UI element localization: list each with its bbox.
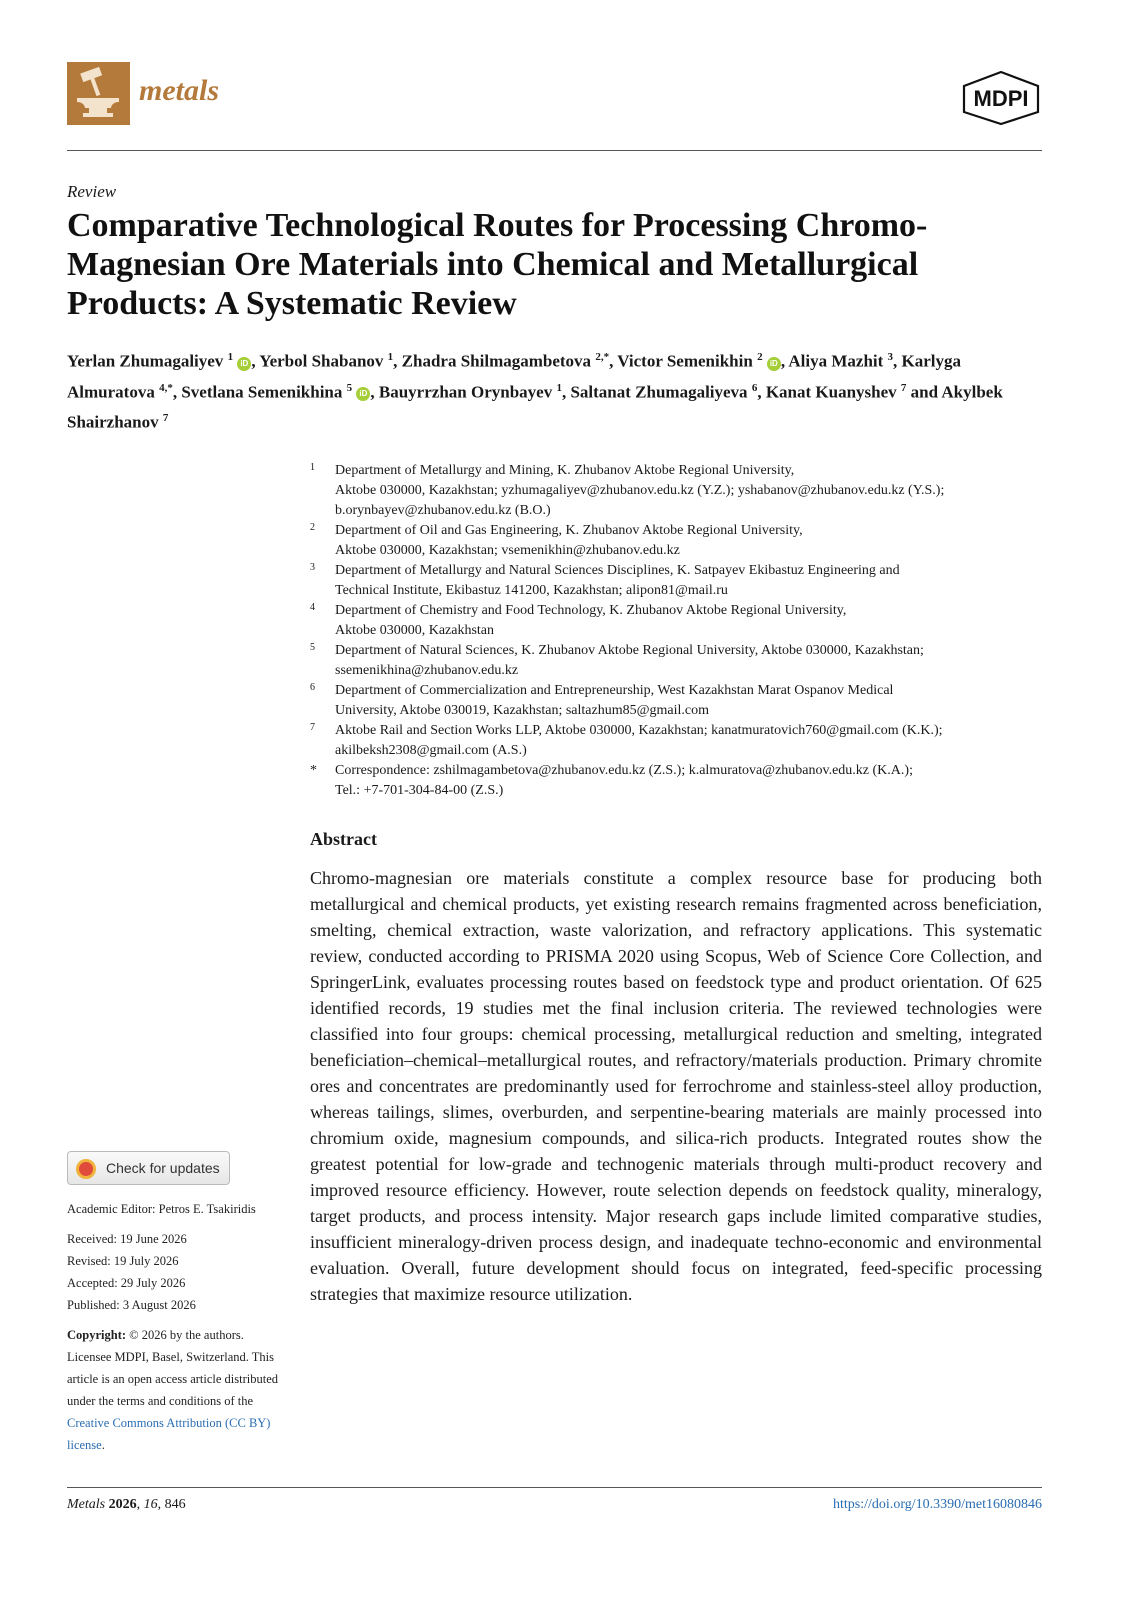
author-affiliation-mark: 4,* [159,381,173,394]
affiliations [310,461,1042,801]
journal-logo-icon [67,62,130,125]
author-affiliation-mark: 3 [887,351,894,363]
orcid-icon[interactable]: iD [767,357,781,371]
affiliation-number: * [310,763,317,778]
citation-year: 2026 [108,1497,137,1512]
author-name: Aliya Mazhit [788,351,884,371]
affiliation-line: akilbeksh2308@gmail.com (A.S.) [335,743,527,758]
license-end: . [101,1438,105,1452]
author-affiliation-mark: 1 [556,381,562,394]
article-type: Review [67,182,117,201]
author-name: Svetlana Semenikhina [181,382,343,402]
affiliation-line: Department of Natural Sciences, K. Zhubanov Aktobe Regional University, Aktobe 030000, Kazakhstan; [335,643,924,658]
doi-link[interactable]: https://doi.org/10.3390/met16080846 [833,1497,1042,1512]
copyright-label: Copyright: [67,1328,127,1342]
author-name: Kanat Kuanyshev [765,382,897,402]
affiliation-line: ssemenikhina@zhubanov.edu.kz [335,663,519,678]
affiliation-line: Department of Metallurgy and Natural Sciences Disciplines, K. Satpayev Ekibastuz Engineering and [335,563,900,578]
author-name: Yerlan Zhumagaliyev [67,351,224,371]
author-affiliation-mark: 2 [757,351,763,363]
journal-header [67,60,1042,150]
affiliation-line: Correspondence: zshilmagambetova@zhubanov.edu.kz (Z.S.); k.almuratova@zhubanov.edu.kz (K.A.); [335,763,913,778]
article-info-sidebar [67,1198,282,1456]
abstract-heading: Abstract [310,829,377,849]
affiliation-number: 7 [310,722,315,733]
copyright-notice [67,1324,282,1456]
affiliation-item [310,761,1042,801]
author-name: Saltanat Zhumagaliyeva [570,382,748,402]
affiliation-line: b.orynbayev@zhubanov.edu.kz (B.O.) [335,503,551,518]
affiliation-line: Aktobe 030000, Kazakhstan; yzhumagaliyev@zhubanov.edu.kz (Y.Z.); yshabanov@zhubanov.edu.kz (Y.S.); [335,483,945,498]
affiliation-line: Aktobe 030000, Kazakhstan [335,623,495,638]
author-name: Bauyrrzhan Orynbayev [378,382,553,402]
affiliation-item [310,641,1042,681]
author-list: Yerlan Zhumagaliyev $^1$ iD , Yerbol Shabanov $^1$, Zhadra Shilmagambetova $^{2,*}$, Victor Semenikhin $^2$ iD , Aliya Mazhit $^3$, Karlyga Almuratova $^{4,*}$, Svetlana Semenikhina $^5$ iD , Bauyrrzhan Orynbayev $^1$, Saltanat Zhumagaliyeva $^6$, Kanat Kuanyshev $^7$ and Akylbek Shairzhanov $^7$ [67,351,1003,432]
orcid-icon[interactable]: iD [356,387,370,401]
affiliation-number: 5 [310,642,315,653]
author-name: Zhadra Shilmagambetova [401,351,592,371]
affiliation-number: 3 [310,562,315,573]
affiliation-item [310,461,1042,521]
citation-article-number: 846 [164,1497,186,1512]
orcid-icon[interactable]: iD [237,357,251,371]
author-affiliation-mark: 5 [346,381,353,394]
header-divider [67,150,1042,151]
article-title: Comparative Technological Routes for Processing Chromo-Magnesian Ore Materials into Chemical and Metallurgical Products: A Systematic Review [67,207,928,322]
author-name: Victor Semenikhin [617,351,753,371]
citation: Metals 2026, 16, 846 [67,1497,186,1512]
check-updates-label: Check for updates [106,1160,220,1176]
author-affiliation-mark: 1 [387,351,394,363]
author-affiliation-mark: 1 [227,351,234,363]
affiliation-line: Aktobe Rail and Section Works LLP, Aktobe 030000, Kazakhstan; kanatmuratovich760@gmail.com (K.K.); [335,723,943,738]
license-link[interactable]: Creative Commons Attribution (CC BY) license [67,1416,271,1452]
affiliation-number: 1 [310,462,315,473]
author-affiliation-mark: 6 [751,381,758,394]
affiliation-item [310,521,1042,561]
affiliation-item [310,561,1042,601]
author-name: Karlyga Almuratova [67,351,962,402]
mdpi-text: MDPI [973,86,1029,111]
affiliation-line: Department of Commercialization and Entrepreneurship, West Kazakhstan Marat Ospanov Medical [335,683,894,698]
affiliation-line: Technical Institute, Ekibastuz 141200, Kazakhstan; alipon81@mail.ru [335,583,728,598]
copyright-text: © 2026 by the authors. Licensee MDPI, Basel, Switzerland. This article is an open access article distributed under the terms and conditions of the [67,1328,279,1408]
affiliation-item [310,601,1042,641]
revised-date: Revised: 19 July 2026 [67,1254,179,1268]
affiliation-line: Department of Oil and Gas Engineering, K. Zhubanov Aktobe Regional University, [335,523,803,538]
affiliation-line: Department of Chemistry and Food Technology, K. Zhubanov Aktobe Regional University, [335,603,847,618]
citation-journal: Metals [67,1497,106,1512]
published-date: Published: 3 August 2026 [67,1298,196,1312]
check-for-updates-button[interactable] [67,1151,230,1185]
author-affiliation-mark: 7 [162,412,169,425]
author-name: Akylbek Shairzhanov [67,382,1003,432]
footer-divider [67,1487,1042,1488]
mdpi-logo-icon [960,70,1042,126]
abstract-text: Chromo-magnesian ore materials constitute a complex resource base for producing both metallurgical and chemical products, yet existing research remains fragmented across beneficiation, smelting, chemical extraction, waste valorization, and refractory applications. This systematic review, conducted according to PRISMA 2020 using Scopus, Web of Science Core Collection, and SpringerLink, evaluates processing routes based on feedstock type and product orientation. Of 625 identified records, 19 studies met the final inclusion criteria. The reviewed technologies were classified into four groups: chemical processing, metallurgical reduction and smelting, integrated beneficiation–chemical–metallurgical routes, and refractory/materials production. Primary chromite ores and concentrates are predominantly used for ferrochrome and stainless-steel alloy production, whereas tailings, slimes, overburden, and serpentine-bearing materials are mainly processed into chromium oxide, magnesium compounds, and silica-rich products. Integrated routes show the greatest potential for low-grade and technogenic materials through multi-product recovery and improved resource efficiency. However, route selection depends on feedstock quality, mineralogy, target products, and process intensity. Major research gaps include limited comparative studies, insufficient mineralogy-driven process design, and inadequate techno-economic and environmental evaluation. Overall, future development should focus on integrated, feed-specific processing strategies that maximize resource utilization. [310,868,1042,1304]
citation-volume: 16 [143,1497,158,1512]
affiliation-number: 6 [310,682,315,693]
author-affiliation-mark: 2,* [595,351,610,363]
academic-editor: Academic Editor: Petros E. Tsakiridis [67,1202,256,1216]
affiliation-line: Aktobe 030000, Kazakhstan; vsemenikhin@zhubanov.edu.kz [335,543,680,558]
check-updates-icon [76,1159,96,1179]
affiliation-number: 2 [310,522,315,533]
received-date: Received: 19 June 2026 [67,1232,187,1246]
affiliation-line: University, Aktobe 030019, Kazakhstan; saltazhum85@gmail.com [335,703,709,718]
affiliation-item [310,681,1042,721]
journal-name: metals [139,74,219,107]
affiliation-line: Department of Metallurgy and Mining, K. Zhubanov Aktobe Regional University, [335,463,795,478]
accepted-date: Accepted: 29 July 2026 [67,1276,186,1290]
authors-connector: and [910,382,939,402]
affiliation-line: Tel.: +7-701-304-84-00 (Z.S.) [335,783,504,798]
affiliation-number: 4 [310,602,315,613]
affiliation-item [310,721,1042,761]
author-name: Yerbol Shabanov [259,351,384,371]
author-affiliation-mark: 7 [900,381,907,394]
